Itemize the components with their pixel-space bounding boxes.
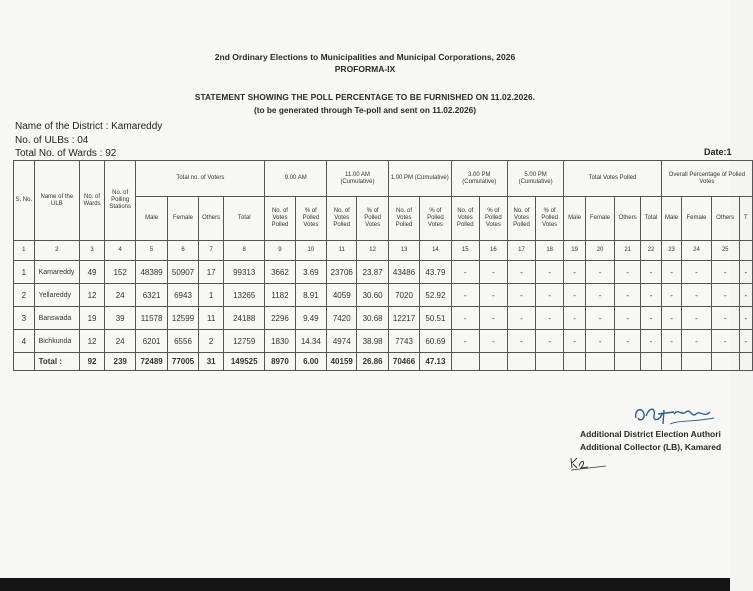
table-cell: -	[711, 261, 739, 284]
table-cell: -	[641, 284, 662, 307]
table-cell: 3662	[265, 261, 295, 284]
table-cell: -	[585, 284, 614, 307]
sub-pct-3: % of Polled Votes	[479, 197, 507, 241]
col-number: 13	[388, 241, 419, 261]
table-cell: -	[451, 307, 479, 330]
sub-no-votes-5: No. of Votes Polled	[507, 197, 535, 241]
election-title: 2nd Ordinary Elections to Municipalities and Municipal Corporations, 2026	[214, 52, 516, 62]
table-cell: 17	[199, 261, 224, 284]
col-9am: 9.00 AM	[265, 161, 327, 197]
table-cell: -	[585, 330, 614, 353]
table-cell: 1	[199, 284, 224, 307]
total-cell: 8970	[265, 353, 295, 371]
col-number: 23	[661, 241, 682, 261]
col-number: 25	[711, 241, 739, 261]
col-number: 11	[327, 241, 357, 261]
table-cell: -	[711, 284, 739, 307]
table-cell: 48389	[136, 261, 167, 284]
sub-total-overall: T	[739, 197, 752, 241]
table-cell: 6943	[167, 284, 198, 307]
total-cell	[739, 353, 752, 371]
total-cell	[682, 353, 711, 371]
sub-pct-5: % of Polled Votes	[536, 197, 564, 241]
total-row	[14, 353, 753, 371]
table-cell: -	[479, 330, 507, 353]
col-number: 4	[104, 241, 135, 261]
col-number: 3	[80, 241, 105, 261]
date-label: Date:1	[704, 147, 732, 157]
table-cell: -	[615, 284, 641, 307]
total-cell: 31	[199, 353, 224, 371]
table-cell: -	[739, 307, 752, 330]
table-cell: 30.60	[357, 284, 388, 307]
table-cell: 24	[104, 330, 135, 353]
signature-image	[630, 400, 720, 432]
table-cell: 6556	[167, 330, 198, 353]
sub-pct-9: % of Polled Votes	[295, 197, 326, 241]
table-cell: 4059	[327, 284, 357, 307]
col-sno: S. No.	[14, 161, 35, 241]
table-cell: 1182	[265, 284, 295, 307]
col-number: 7	[199, 241, 224, 261]
sub-pct-1: % of Polled Votes	[420, 197, 451, 241]
signatory-designation: Additional District Election Authori	[580, 429, 721, 439]
table-cell: 19	[80, 307, 105, 330]
total-cell: 47.13	[420, 353, 451, 371]
table-cell: -	[682, 284, 711, 307]
data-rows	[14, 261, 753, 353]
table-row	[14, 284, 753, 307]
col-stations: No. of Polling Stations	[104, 161, 135, 241]
table-cell: 4974	[327, 330, 357, 353]
table-cell: 11578	[136, 307, 167, 330]
sub-no-votes-11: No. of Votes Polled	[327, 197, 357, 241]
sub-no-votes-3: No. of Votes Polled	[451, 197, 479, 241]
table-cell: 2	[14, 284, 35, 307]
table-cell: -	[564, 307, 586, 330]
sub-female-polled: Female	[585, 197, 614, 241]
table-cell: -	[682, 330, 711, 353]
table-cell: 12217	[388, 307, 419, 330]
bottom-bar	[0, 578, 730, 591]
table-cell: 49	[80, 261, 105, 284]
table-cell: -	[641, 261, 662, 284]
statement-title: STATEMENT SHOWING THE POLL PERCENTAGE TO BE FURNISHED ON 11.02.2026.	[194, 92, 536, 102]
table-row	[14, 307, 753, 330]
table-cell: -	[711, 307, 739, 330]
table-cell: 7020	[388, 284, 419, 307]
col-number: 22	[641, 241, 662, 261]
total-cell: 72489	[136, 353, 167, 371]
table-cell: -	[536, 284, 564, 307]
col-number: 8	[224, 241, 265, 261]
ulb-name-cell: Yellareddy	[34, 284, 80, 307]
table-cell: 12599	[167, 307, 198, 330]
total-cell	[14, 353, 35, 371]
total-label: Total :	[34, 353, 80, 371]
table-cell: -	[585, 261, 614, 284]
table-cell: -	[615, 307, 641, 330]
sub-female: Female	[167, 197, 198, 241]
total-cell: 77005	[167, 353, 198, 371]
table-cell: -	[479, 307, 507, 330]
col-ulb: Name of the ULB	[34, 161, 80, 241]
table-cell: 24188	[224, 307, 265, 330]
col-number: 18	[536, 241, 564, 261]
table-cell: -	[641, 307, 662, 330]
table-cell: -	[507, 284, 535, 307]
sub-total-polled: Total	[641, 197, 662, 241]
col-number: 14	[420, 241, 451, 261]
col-number: 5	[136, 241, 167, 261]
table-cell: -	[451, 284, 479, 307]
table-cell: 1	[14, 261, 35, 284]
table-cell: -	[507, 261, 535, 284]
total-cell	[585, 353, 614, 371]
district-name: Name of the District : Kamareddy	[15, 121, 163, 132]
proforma-label: PROFORMA-IX	[334, 64, 396, 74]
table-cell: -	[507, 330, 535, 353]
table-cell: 13265	[224, 284, 265, 307]
table-cell: 39	[104, 307, 135, 330]
column-number-row	[14, 241, 753, 261]
table-cell: 43486	[388, 261, 419, 284]
total-cell	[536, 353, 564, 371]
table-cell: 3.69	[295, 261, 326, 284]
total-cell	[479, 353, 507, 371]
sub-others-overall: Others	[711, 197, 739, 241]
table-cell: -	[682, 307, 711, 330]
col-11am: 11.00 AM (Cumulative)	[327, 161, 389, 197]
col-5pm: 5.00 PM (Cumulative)	[507, 161, 563, 197]
col-number: 17	[507, 241, 535, 261]
table-cell: -	[739, 261, 752, 284]
statement-subtitle: (to be generated through Te-poll and sent on 11.02.2026)	[253, 105, 477, 115]
table-cell: 30.68	[357, 307, 388, 330]
total-cell: 26.86	[357, 353, 388, 371]
col-number: 24	[682, 241, 711, 261]
table-cell: 23.87	[357, 261, 388, 284]
col-number: 12	[357, 241, 388, 261]
col-number: 20	[585, 241, 614, 261]
total-cell	[507, 353, 535, 371]
sub-pct-11: % of Polled Votes	[357, 197, 388, 241]
table-cell: -	[661, 330, 682, 353]
initial-mark	[568, 452, 608, 472]
ulb-name-cell: Kamareddy	[34, 261, 80, 284]
ulb-count: No. of ULBs : 04	[15, 135, 89, 146]
table-cell: -	[536, 330, 564, 353]
table-cell: -	[661, 261, 682, 284]
sub-male-overall: Male	[661, 197, 682, 241]
ulb-name-cell: Bichkunda	[34, 330, 80, 353]
table-cell: 60.69	[420, 330, 451, 353]
table-cell: 12	[80, 284, 105, 307]
sub-male-polled: Male	[564, 197, 586, 241]
total-cell	[564, 353, 586, 371]
table-cell: -	[641, 330, 662, 353]
table-cell: 12	[80, 330, 105, 353]
col-number: 6	[167, 241, 198, 261]
table-cell: 7420	[327, 307, 357, 330]
sub-female-overall: Female	[682, 197, 711, 241]
table-cell: 152	[104, 261, 135, 284]
table-cell: -	[479, 284, 507, 307]
col-number: 10	[295, 241, 326, 261]
total-cell	[711, 353, 739, 371]
total-cell: 239	[104, 353, 135, 371]
table-cell: -	[536, 307, 564, 330]
col-1pm: 1.00 PM (Cumulative)	[388, 161, 451, 197]
col-number: 1	[14, 241, 35, 261]
table-cell: 2	[199, 330, 224, 353]
ward-count: Total No. of Wards : 92	[15, 148, 117, 159]
total-cell: 92	[80, 353, 105, 371]
table-cell: -	[661, 307, 682, 330]
table-cell: -	[479, 261, 507, 284]
table-cell: 50.51	[420, 307, 451, 330]
table-cell: 3	[14, 307, 35, 330]
table-cell: 99313	[224, 261, 265, 284]
table-cell: 6321	[136, 284, 167, 307]
table-cell: -	[564, 284, 586, 307]
total-cell	[661, 353, 682, 371]
col-3pm: 3.00 PM (Cumulative)	[451, 161, 507, 197]
table-cell: -	[536, 261, 564, 284]
total-cell: 149525	[224, 353, 265, 371]
col-number: 9	[265, 241, 295, 261]
table-cell: -	[564, 261, 586, 284]
col-number	[739, 241, 752, 261]
table-cell: 7743	[388, 330, 419, 353]
header-row-1	[14, 161, 753, 197]
table-cell: 9.49	[295, 307, 326, 330]
table-cell: 8.91	[295, 284, 326, 307]
total-cell: 40159	[327, 353, 357, 371]
table-cell: -	[711, 330, 739, 353]
table-cell: 4	[14, 330, 35, 353]
table-cell: 1830	[265, 330, 295, 353]
total-cell	[615, 353, 641, 371]
sub-male: Male	[136, 197, 167, 241]
col-overall: Overall Percentage of Polled Votes	[661, 161, 752, 197]
table-cell: 11	[199, 307, 224, 330]
table-cell: 6201	[136, 330, 167, 353]
total-row-body	[14, 353, 753, 371]
table-cell: 14.34	[295, 330, 326, 353]
table-cell: 38.98	[357, 330, 388, 353]
table-cell: -	[739, 330, 752, 353]
col-total-voters: Total no. of Voters	[136, 161, 265, 197]
total-cell: 6.00	[295, 353, 326, 371]
total-cell: 70466	[388, 353, 419, 371]
table-cell: -	[739, 284, 752, 307]
col-wards: No. of Wards	[80, 161, 105, 241]
table-cell: -	[615, 261, 641, 284]
table-cell: -	[661, 284, 682, 307]
table-cell: 2296	[265, 307, 295, 330]
table-cell: 24	[104, 284, 135, 307]
table-row	[14, 261, 753, 284]
ulb-name-cell: Banswada	[34, 307, 80, 330]
total-cell	[641, 353, 662, 371]
col-number: 2	[34, 241, 80, 261]
table-cell: -	[507, 307, 535, 330]
table-cell: -	[451, 261, 479, 284]
col-number: 16	[479, 241, 507, 261]
col-number: 21	[615, 241, 641, 261]
table-cell: -	[682, 261, 711, 284]
table-row	[14, 330, 753, 353]
table-cell: 23706	[327, 261, 357, 284]
table-cell: -	[451, 330, 479, 353]
col-total-polled: Total Votes Polled	[564, 161, 662, 197]
signatory-office: Additional Collector (LB), Kamared	[580, 442, 722, 452]
table-cell: -	[564, 330, 586, 353]
table-cell: 43.79	[420, 261, 451, 284]
table-cell: 52.92	[420, 284, 451, 307]
table-cell: 50907	[167, 261, 198, 284]
sub-no-votes-1: No. of Votes Polled	[388, 197, 419, 241]
table-cell: -	[585, 307, 614, 330]
sub-others-polled: Others	[615, 197, 641, 241]
table-cell: -	[615, 330, 641, 353]
table-cell: 12759	[224, 330, 265, 353]
sub-no-votes-9: No. of Votes Polled	[265, 197, 295, 241]
total-cell	[451, 353, 479, 371]
sub-total: Total	[224, 197, 265, 241]
sub-others: Others	[199, 197, 224, 241]
poll-percentage-table	[13, 160, 753, 371]
col-number: 15	[451, 241, 479, 261]
col-number: 19	[564, 241, 586, 261]
